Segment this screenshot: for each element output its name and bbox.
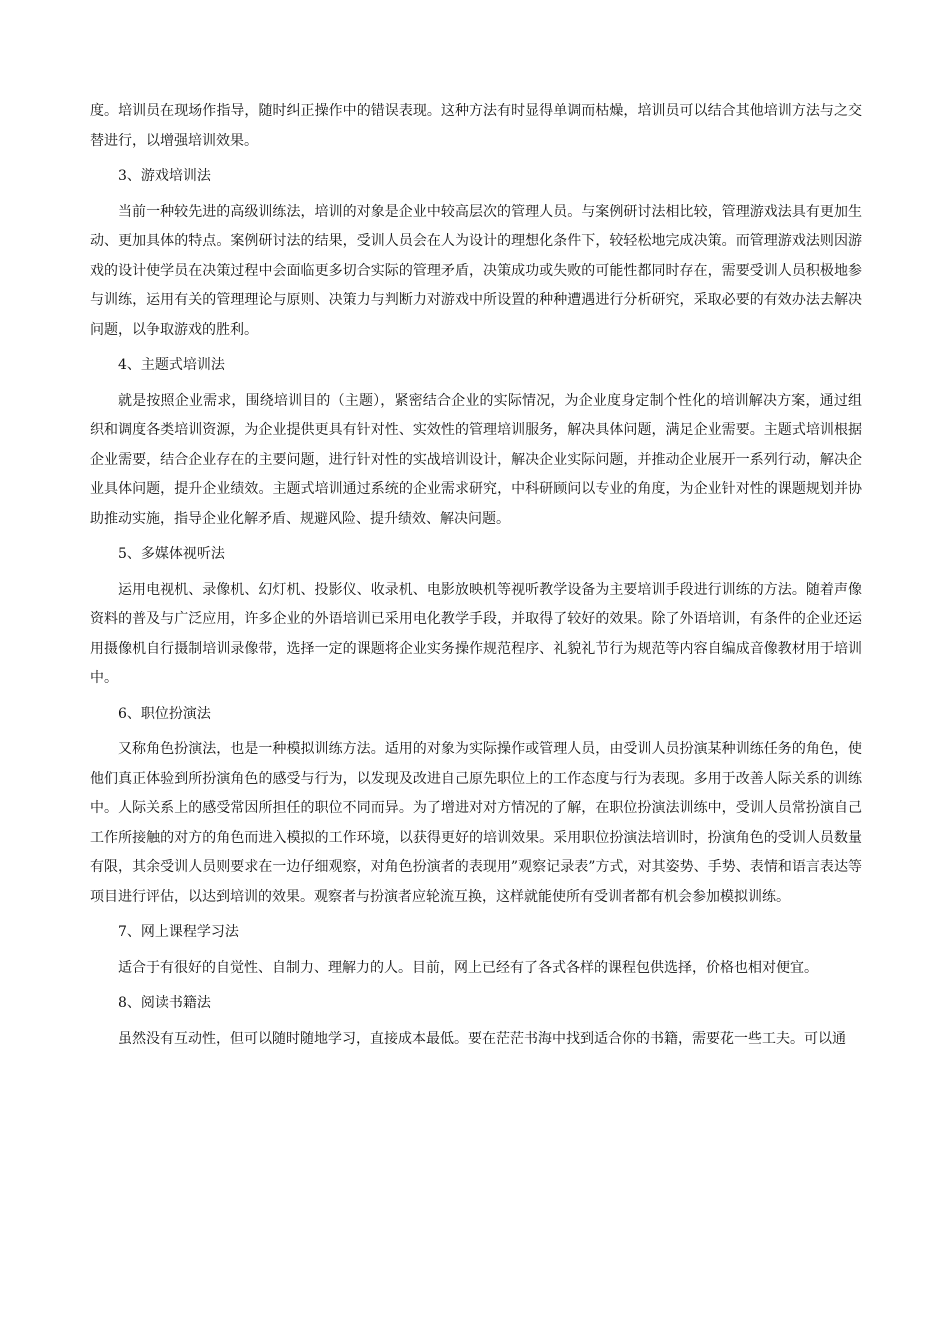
section-heading-online-course: 7、网上课程学习法 <box>118 924 239 940</box>
paragraph-reading-books: 虽然没有互动性，但可以随时随地学习，直接成本最低。要在茫茫书海中找到适合你的书籍，需要花一些工夫。可以通 <box>118 1030 846 1047</box>
document-body <box>90 97 862 1054</box>
paragraph-multimedia: 运用电视机、录像机、幻灯机、投影仪、收录机、电影放映机等视听教学设备为主要培训手段进行训练的方法。随着声像资料的普及与广泛应用，许多企业的外语培训已采用电化教学手段，并取得了较好的效果。除了外语培训，有条件的企业还运用摄像机自行摄制培训录像带，选择一定的课题将企业实务操作规范程序、礼貌礼节行为规范等内容自编成音像教材用于培训中。 <box>90 581 862 686</box>
paragraph-continued: 度。培训员在现场作指导，随时纠正操作中的错误表现。这种方法有时显得单调而枯燥，培训员可以结合其他培训方法与之交替进行，以增强培训效果。 <box>90 103 862 149</box>
section-heading-theme-training: 4、主题式培训法 <box>118 357 225 373</box>
section-heading-role-play: 6、职位扮演法 <box>118 705 211 722</box>
paragraph-online-course: 适合于有很好的自觉性、自制力、理解力的人。目前，网上已经有了各式各样的课程包供选择，价格也相对便宜。 <box>118 959 818 976</box>
paragraph-role-play: 又称角色扮演法，也是一种模拟训练方法。适用的对象为实际操作或管理人员，由受训人员扮演某种训练任务的角色，使他们真正体验到所扮演角色的感受与行为，以发现及改进自己原先职位上的工作态度与行为表现。多用于改善人际关系的训练中。人际关系上的感受常因所担任的职位不同而异。为了增进对对方情况的了解，在职位扮演法训练中，受训人员常扮演自己工作所接触的对方的角色而进入模拟的工作环境，以获得更好的培训效果。采用职位扮演法培训时，扮演角色的受训人员数量有限，其余受训人员则要求在一边仔细观察，对角色扮演者的表现用”观察记录表”方式，对其姿势、手势、表情和语言表达等项目进行评估，以达到培训的效果。观察者与扮演者应轮流互换，这样就能使所有受训者都有机会参加模拟训练。 <box>90 741 862 905</box>
section-heading-multimedia: 5、多媒体视听法 <box>118 546 225 562</box>
paragraph-theme-training: 就是按照企业需求，围绕培训目的（主题），紧密结合企业的实际情况，为企业度身定制个性化的培训解决方案，通过组织和调度各类培训资源，为企业提供更具有针对性、实效性的管理培训服务，解决具体问题，满足企业需要。主题式培训根据企业需要，结合企业存在的主要问题，进行针对性的实战培训设计，解决企业实际问题，并推动企业展开一系列行动，解决企业具体问题，提升企业绩效。主题式培训通过系统的企业需求研究，中科研顾问以专业的角度，为企业针对性的课题规划并协助推动实施，指导企业化解矛盾、规避风险、提升绩效、解决问题。 <box>90 392 862 527</box>
section-heading-game-training: 3、游戏培训法 <box>118 168 211 184</box>
section-heading-reading-books: 8、阅读书籍法 <box>118 995 211 1011</box>
paragraph-game-training: 当前一种较先进的高级训练法，培训的对象是企业中较高层次的管理人员。与案例研讨法相比较，管理游戏法具有更加生动、更加具体的特点。案例研讨法的结果，受训人员会在人为设计的理想化条件下，较轻松地完成决策。而管理游戏法则因游戏的设计使学员在决策过程中会面临更多切合实际的管理矛盾，决策成功或失败的可能性都同时存在，需要受训人员积极地参与训练，运用有关的管理理论与原则、决策力与判断力对游戏中所设置的种种遭遇进行分析研究，采取必要的有效办法去解决问题，以争取游戏的胜利。 <box>90 203 862 338</box>
